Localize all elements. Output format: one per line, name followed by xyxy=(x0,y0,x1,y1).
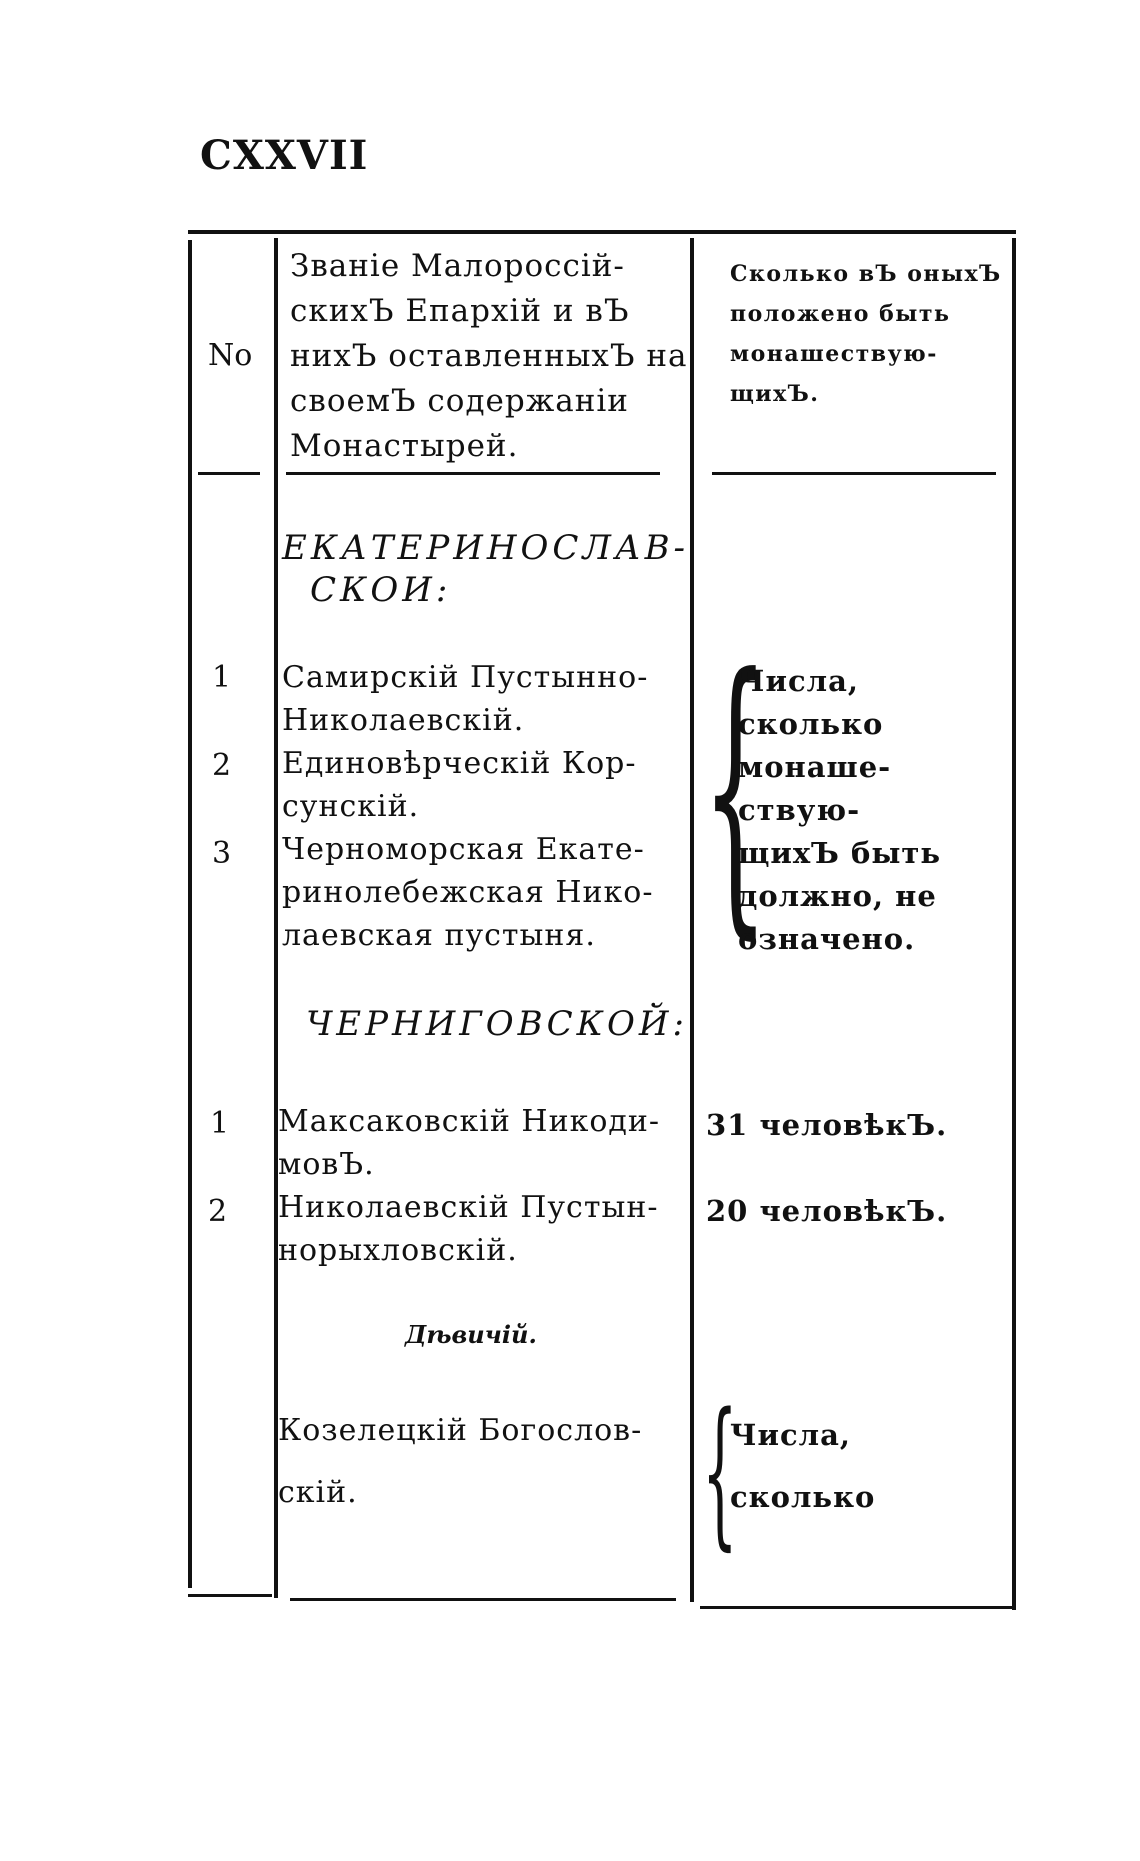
curly-brace-icon: { xyxy=(702,615,769,964)
table-left-rule xyxy=(188,240,192,1588)
header-title xyxy=(290,244,690,469)
count-value: 20 человѣкЪ. xyxy=(706,1194,948,1228)
header-bottom-rule-title xyxy=(286,472,660,475)
count-note-line: ствую- xyxy=(738,793,861,827)
row-number: 3 xyxy=(212,836,232,871)
list-item-line: лаевская пустыня. xyxy=(282,918,596,953)
section-heading-chernigov: ЧЕРНИГОВСКОЙ: xyxy=(306,1004,688,1044)
header-title-line: своемЪ содержаніи xyxy=(290,383,629,419)
list-item xyxy=(278,1100,678,1272)
table-bottom-rule-title xyxy=(290,1598,676,1601)
section-heading-ekaterinoslav-cont: СКОИ: xyxy=(310,570,452,610)
table-bottom-rule-no xyxy=(188,1594,272,1597)
curly-brace-icon: { xyxy=(702,1378,738,1565)
header-count-line: положено быть xyxy=(730,301,951,327)
count-note xyxy=(730,1404,875,1528)
header-bottom-rule-no xyxy=(198,472,260,475)
header-bottom-rule-count xyxy=(712,472,996,475)
table-column-rule-2 xyxy=(690,238,694,1602)
header-count-line: Сколько вЪ оныхЪ xyxy=(730,261,1002,287)
header-count xyxy=(730,254,1010,414)
row-number: 1 xyxy=(212,660,232,695)
count-note-line: Числа, xyxy=(738,664,859,698)
row-number: 1 xyxy=(210,1106,230,1141)
list-item-line: норыхловскій. xyxy=(278,1233,518,1268)
row-number: 2 xyxy=(212,748,232,783)
header-title-line: нихЪ оставленныхЪ на xyxy=(290,338,688,374)
table-right-rule xyxy=(1012,238,1016,1610)
list-item-line: Николаевскій Пустын- xyxy=(278,1190,659,1225)
count-note-line: означено. xyxy=(738,922,916,956)
section-heading-devichi: Дѣвичій. xyxy=(405,1320,537,1349)
list-item xyxy=(278,1400,678,1524)
header-no: No xyxy=(208,338,253,373)
list-item-line: скій. xyxy=(278,1475,358,1510)
list-item-line: Козелецкій Богослов- xyxy=(278,1413,643,1448)
table-top-rule xyxy=(188,230,1016,234)
table-column-rule-1 xyxy=(274,238,278,1598)
count-note-line: монаше- xyxy=(738,750,892,784)
list-item-line: Максаковскій Никоди- xyxy=(278,1104,660,1139)
list-item xyxy=(282,656,682,957)
count-note-line: должно, не xyxy=(738,879,937,913)
page-number: CXXVII xyxy=(200,132,369,179)
header-count-line: щихЪ. xyxy=(730,381,820,407)
count-value: 31 человѣкЪ. xyxy=(706,1108,948,1142)
list-item-line: мовЪ. xyxy=(278,1147,375,1182)
header-title-line: Званіе Малороссій- xyxy=(290,248,625,284)
count-note-line: сколько xyxy=(730,1480,876,1514)
list-item-line: Черноморская Екате- xyxy=(282,832,645,867)
count-note-line: щихЪ быть xyxy=(738,836,942,870)
count-note xyxy=(738,660,941,961)
list-item-line: Николаевскій. xyxy=(282,703,525,738)
table-bottom-rule-count xyxy=(700,1606,1012,1609)
header-title-line: Монастырей. xyxy=(290,428,519,464)
header-count-line: монашествую- xyxy=(730,341,938,367)
count-note-line: Числа, xyxy=(730,1418,851,1452)
count-note-line: сколько xyxy=(738,707,884,741)
list-item-line: Единовѣрческій Кор- xyxy=(282,746,637,781)
list-item-line: ринолебежская Нико- xyxy=(282,875,654,910)
row-number: 2 xyxy=(208,1194,228,1229)
section-heading-ekaterinoslav: ЕКАТЕРИНОСЛАВ- xyxy=(282,528,690,568)
list-item-line: сунскій. xyxy=(282,789,420,824)
header-title-line: скихЪ Епархій и вЪ xyxy=(290,293,630,329)
list-item-line: Самирскій Пустынно- xyxy=(282,660,649,695)
